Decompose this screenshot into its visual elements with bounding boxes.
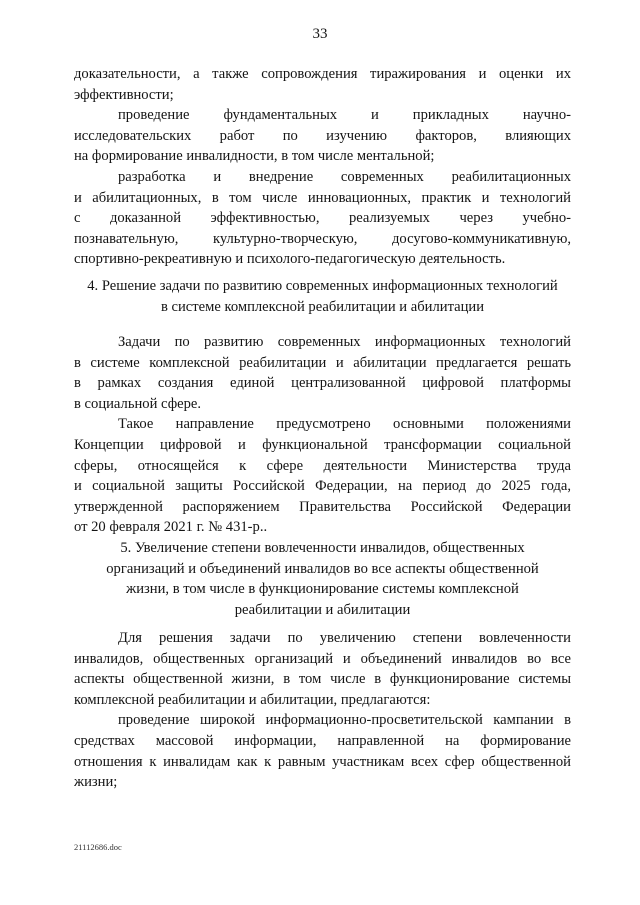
text-line: жизни; <box>74 774 118 791</box>
text-line: сферы, относящейся к сфере деятельности Министерства труда <box>74 457 571 474</box>
text-line: жизни, в том числе в функционирование системы комплексной <box>126 581 519 598</box>
text-line: реабилитации и абилитации <box>234 601 411 618</box>
text-line: доказательности, а также сопровождения тиражирования и оценки их <box>74 66 571 82</box>
text-line: 5. Увеличение степени вовлеченности инвалидов, общественных <box>120 540 525 556</box>
text-line: Такое направление предусмотрено основными положениями <box>118 416 571 433</box>
text-line: отношения к инвалидам как к равным участникам всех сфер общественной <box>74 753 571 770</box>
text-line: в социальной сфере. <box>74 395 202 412</box>
text-line: инвалидов, общественных организаций и объединений инвалидов во все <box>74 650 571 667</box>
text-line: спортивно-рекреативную и психолого-педагогическую деятельность. <box>74 251 506 268</box>
text-line: в системе комплексной реабилитации и абилитации предлагается решать <box>74 354 571 371</box>
text-line: Задачи по развитию современных информационных технологий <box>118 334 571 350</box>
text-line: в рамках создания единой централизованной цифровой платформы <box>74 375 571 392</box>
text-line: средствах массовой информации, направленной на формирование <box>74 732 571 749</box>
page-number: 33 <box>312 26 328 42</box>
text-line: с доказанной эффективностью, реализуемых через учебно- <box>74 210 571 227</box>
footer-filename: 21112686.doc <box>74 842 122 852</box>
text-line: проведение широкой информационно-просветительской кампании в <box>118 712 571 729</box>
text-line: комплексной реабилитации и абилитации, предлагаются: <box>74 691 431 708</box>
text-line: эффективности; <box>74 86 174 103</box>
text-line: Концепции цифровой и функциональной трансформации социальной <box>74 436 571 453</box>
text-line: разработка и внедрение современных реабилитационных <box>118 168 571 185</box>
text-line: на формирование инвалидности, в том числе ментальной; <box>74 148 435 165</box>
text-block-4 <box>74 628 571 793</box>
text-line: проведение фундаментальных и прикладных научно- <box>118 107 571 124</box>
text-line: в системе комплексной реабилитации и абилитации <box>160 298 485 315</box>
text-line: от 20 февраля 2021 г. № 431-р.. <box>74 519 268 536</box>
text-line: и социальной защиты Российской Федерации, на период до 2025 года, <box>74 478 571 495</box>
text-line: Для решения задачи по увеличению степени вовлеченности <box>118 630 571 646</box>
text-line: организаций и объединений инвалидов во все аспекты общественной <box>106 560 539 577</box>
text-line: утвержденной распоряжением Правительства Российской Федерации <box>74 498 571 515</box>
text-block-0 <box>74 64 571 270</box>
text-line: и абилитационных, в том числе инновационных, практик и технологий <box>74 189 571 206</box>
text-block-1 <box>74 276 571 317</box>
text-line: аспекты общественной жизни, в том числе в функционирование системы <box>74 671 571 688</box>
text-line: 4. Решение задачи по развитию современных информационных технологий <box>87 278 558 294</box>
text-block-3 <box>74 538 571 620</box>
text-block-2 <box>74 332 571 538</box>
text-line: исследовательских работ по изучению факторов, влияющих <box>74 127 571 144</box>
text-line: познавательную, культурно-творческую, досугово-коммуникативную, <box>74 230 571 247</box>
